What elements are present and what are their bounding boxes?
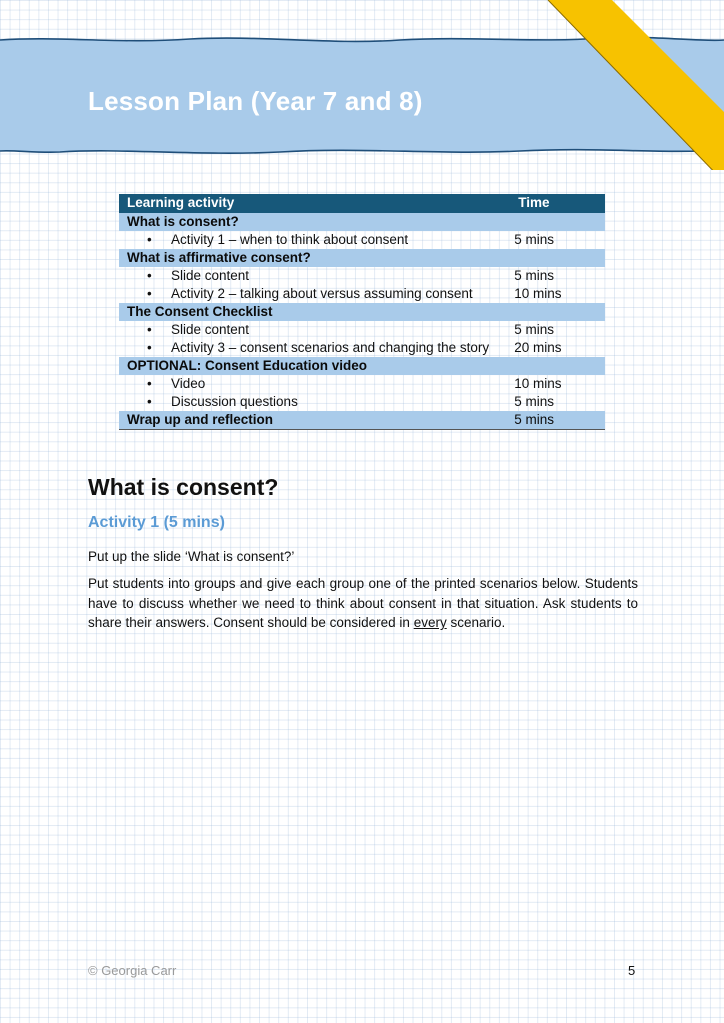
bullet-icon: •	[147, 286, 152, 301]
footer-copyright: © Georgia Carr	[88, 963, 177, 978]
activity-cell: What is consent?	[119, 213, 510, 231]
activity-cell	[119, 393, 510, 411]
activity-cell	[119, 375, 510, 393]
bullet-icon: •	[147, 376, 152, 391]
time-cell: 5 mins	[514, 268, 554, 283]
paragraph-text: Put students into groups and give each group one of the printed scenarios below. Students have to discuss whether we need to think about consent in that situation. Ask students to share their answers. Consent should be considered in	[88, 576, 638, 631]
column-header-time: Time	[510, 194, 605, 213]
lesson-plan-table	[119, 194, 605, 430]
activity-cell	[119, 231, 510, 249]
activity-heading: Activity 1 (5 mins)	[88, 514, 225, 531]
table-header-row	[119, 194, 605, 213]
time-cell	[510, 303, 605, 321]
bullet-icon: •	[147, 322, 152, 337]
time-cell: 10 mins	[514, 376, 562, 391]
header-banner	[0, 0, 724, 170]
activity-cell: OPTIONAL: Consent Education video	[119, 357, 510, 375]
table-row	[119, 285, 605, 303]
time-cell: 20 mins	[514, 340, 562, 355]
time-cell: 10 mins	[514, 286, 562, 301]
page-number: 5	[628, 963, 636, 978]
time-cell	[510, 357, 605, 375]
activity-label: Discussion questions	[171, 394, 298, 409]
activity-label: Video	[171, 376, 206, 391]
table-row	[119, 393, 605, 411]
scenario-paragraph	[88, 574, 638, 633]
time-cell	[510, 249, 605, 267]
section-heading: What is consent?	[88, 474, 279, 500]
table-row	[119, 339, 605, 357]
table-row	[119, 231, 605, 249]
bullet-icon: •	[147, 268, 152, 283]
bullet-icon: •	[147, 340, 152, 355]
activity-cell: What is affirmative consent?	[119, 249, 510, 267]
bullet-icon: •	[147, 232, 152, 247]
activity-cell: The Consent Checklist	[119, 303, 510, 321]
time-cell: 5 mins	[514, 232, 554, 247]
time-cell: 5 mins	[514, 322, 554, 337]
column-header-activity: Learning activity	[119, 194, 510, 213]
page-title: Lesson Plan (Year 7 and 8)	[88, 86, 423, 116]
table-section-row	[119, 249, 605, 267]
table-section-row	[119, 357, 605, 375]
bullet-icon: •	[147, 394, 152, 409]
activity-label: Slide content	[171, 268, 250, 283]
activity-cell	[119, 285, 510, 303]
emphasis-word: every	[413, 615, 447, 631]
table-body	[119, 213, 605, 430]
activity-label: Slide content	[171, 322, 250, 337]
activity-cell	[119, 321, 510, 339]
table-row	[119, 375, 605, 393]
time-cell: 5 mins	[510, 411, 605, 430]
activity-label: Activity 1 – when to think about consent	[171, 232, 409, 247]
table-section-row	[119, 303, 605, 321]
activity-label: Activity 3 – consent scenarios and changing the story	[171, 340, 490, 355]
table-section-row	[119, 411, 605, 430]
instruction-paragraph: Put up the slide ‘What is consent?’	[88, 549, 295, 564]
activity-cell	[119, 267, 510, 285]
time-cell: 5 mins	[514, 394, 554, 409]
time-cell	[510, 213, 605, 231]
table-row	[119, 321, 605, 339]
activity-cell	[119, 339, 510, 357]
activity-cell: Wrap up and reflection	[119, 411, 510, 430]
banner-bottom-edge	[0, 150, 724, 153]
paragraph-text-end: scenario.	[446, 615, 506, 631]
activity-label: Activity 2 – talking about versus assuming consent	[171, 286, 473, 301]
table-section-row	[119, 213, 605, 231]
table-row	[119, 267, 605, 285]
